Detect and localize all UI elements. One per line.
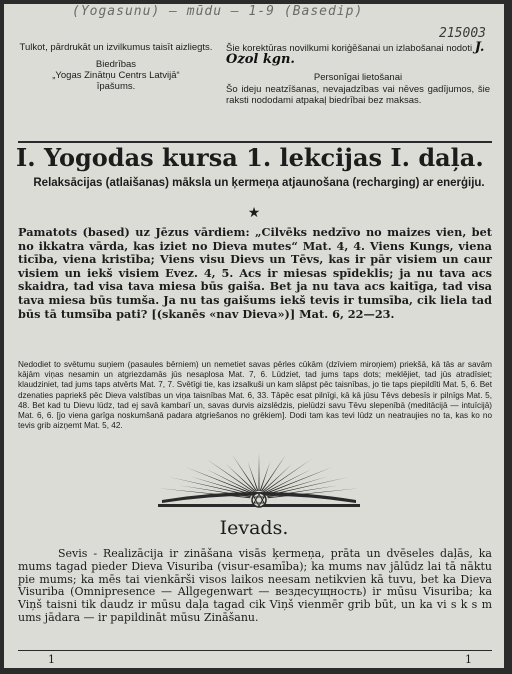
star-icon: ★ <box>247 205 261 221</box>
footer-divider <box>18 650 492 651</box>
sunburst-ray <box>258 454 259 491</box>
document-page <box>4 4 504 668</box>
responsible-label: Personīgai lietošanai <box>313 72 403 83</box>
scripture-quote: Pamatots (based) uz Jēzus vārdiem: „Cilvēks nedzīvo no maizes vien, bet no ikkatra vārda, kas iziet no Dieva mutes“ Mat. 4, 4. Viens Kungs, viena ticība, viena kristība; Viens visu Dievs un Tēvs, kas ir pār visiem un caur visiem un iekš visiem Evez. 4, 5. Acs ir miesas spīdeklis; ja nu tava acs skaidra, tad visa tava miesa būs gaiša. Bet ja nu tava acs kaitīga, tad visa tava miesa būs tumša. Ja nu tas gaišums iekš tevis ir tumsība, cik liela tad būs tā tumsība pati? [(skanēs «nav Dieva»)] Mat. 6, 22—23. <box>18 225 492 321</box>
sunburst-ornament-icon <box>154 454 364 510</box>
subtitle: Relaksācijas (atlaišanas) māksla un ķermeņa atjaunošana (recharging) ar enerģiju. <box>33 177 485 189</box>
sunburst-ray <box>207 459 255 492</box>
scripture-note: Nedodiet to svētumu suņiem (pasaules bērniem) un nemetiet savas pērles cūkām (dzīviem miroņiem) priekšā, kā tās ar savām kājām viņas nesamin un atgriezdamās jūs nesaplosa Mat. 7, 6. Lūdziet, tad jums taps dots; meklējiet, tad jūs atradīsiet; klaudziniet, tad jums taps atvērts Mat. 7, 7. Svētīgi tie, kas izsalkuši un kam slāpst pēc taisnības, jo tie taps piepildīti Mat. 5, 6. Bet dzenaties papriekš pēc Dieva valstības un viņa taisnības Mat. 6, 33. Tāpēc esat pilnīgi, kā kā jūsu Tēvs debesīs ir pilnīgs Mat. 5, 48. Bet kad tu Dievu lūdz, tad ej savā kambarī un, savas durvis aizslēdzis, pielūdzi savu Tēvu slepenībā (meditācijā — intuīcijā) Mat. 6, 6. [jo viena garīga noskumšanā padara atgriešanos no grēkiem]. Dodi tam kas tevi lūdz un neatraujies no ta, kas ko no tevis grib aizņemt Mat. 5, 42. <box>18 360 492 431</box>
misuse-warning: Šo ideju neatzīšanas, nevajadzības vai nēves gadījumos, šie raksti nododami atpakaļ biedrībai bez maksas. <box>226 84 490 106</box>
owner-label: Biedrības <box>95 59 137 70</box>
page-number: 1 <box>48 653 55 666</box>
page-title: I. Yogodas kursa 1. lekcijas I. daļa. <box>16 143 484 172</box>
owner-name: „Yogas Zinātņu Centrs Latvijā“ <box>52 70 180 81</box>
sunburst-ray <box>206 469 254 493</box>
owner-suffix: īpašums. <box>96 81 136 92</box>
sunburst-ray <box>264 469 312 493</box>
section-heading: Ievads. <box>219 517 289 539</box>
handwritten-note: (Yogasunu) — mūdu — 1-9 (Basedip) <box>72 4 364 19</box>
handwritten-signature: J. Ozol kgn. <box>226 40 485 67</box>
copyright-notice <box>18 42 214 96</box>
intro-paragraph: Sevis - Realizācija ir zināšana visās ķermeņa, prāta un dvēseles daļās, ka mums tagad pieder Dieva Visuriba (visur-esamība); ka mums nav jālūdz lai tā nāktu pie mums; ka mēs tai vienkārši visos laikos neesam netikvien kā tuvu, bet ka Dieva Visuriba (Omnipresence — Allgegenwart — вездесущность) ir mūsu Visuriba; ka Viņš taisni tik daudz ir mūsu daļa tagad cik Viņš vienmēr grib būt, un ka vi s k s m ums jādara — ir papildināt mūsu Zināšanu. <box>18 547 492 624</box>
proof-text-body: Šie korektūras novilkumi koriģēšanai un izlabošanai nodoti <box>226 43 473 54</box>
prohibition-text: Tulkot, pārdrukāt un izvilkumus taisīt aizliegts. <box>19 42 213 53</box>
page-number-right: 1 <box>465 653 472 666</box>
proof-notice <box>226 42 490 110</box>
catalog-number: 215003 <box>439 26 486 41</box>
proof-text <box>226 42 490 66</box>
sunburst-ray <box>263 459 311 492</box>
